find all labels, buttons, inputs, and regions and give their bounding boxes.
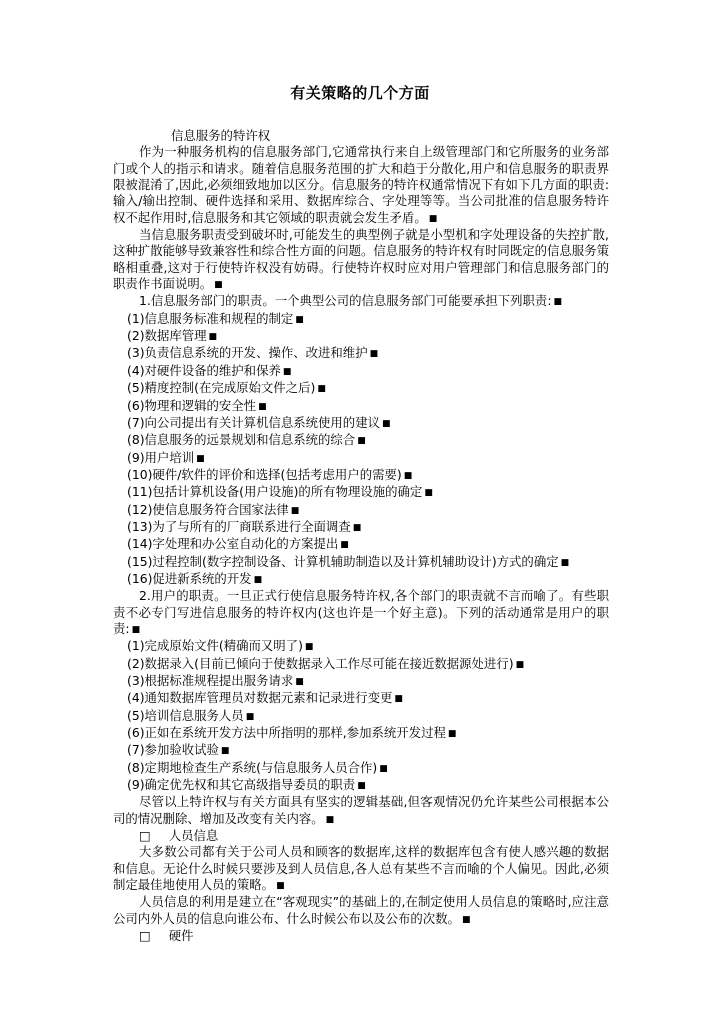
list-item — [113, 467, 609, 484]
boxed-heading-hardware-label: 硬件 — [168, 928, 194, 944]
list-item-text: (4)对硬件设备的维护和保养 — [127, 362, 281, 378]
list-item — [113, 760, 609, 777]
paragraph-personnel-2-text: 人员信息的利用是建立在“客观现实”的基础上的,在制定使用人员信息的策略时,应注意公司内外人员的信息向谁公布、什么时候公布以及公布的次数。 — [113, 894, 609, 926]
end-mark-icon: ■ — [424, 488, 433, 499]
paragraph-personnel-2 — [113, 894, 609, 928]
end-mark-icon: ■ — [428, 213, 438, 224]
list-item — [113, 554, 609, 571]
list-item — [113, 742, 609, 759]
list-item-text: (15)过程控制(数字控制设备、计算机辅助制造以及计算机辅助设计)方式的确定 — [127, 553, 559, 569]
list-item-text: (2)数据录入(目前已倾向于使数据录入工作尽可能在接近数据源处进行) — [127, 655, 514, 671]
end-mark-icon: ■ — [369, 349, 379, 360]
list-item-text: (5)精度控制(在完成原始文件之后) — [127, 380, 316, 396]
list-item-text: (9)确定优先权和其它高级指导委员的职责 — [127, 777, 356, 793]
document-body — [113, 128, 609, 945]
paragraph-2-text: 当信息服务职责受到破坏时,可能发生的典型例子就是小型机和字处理设备的失控扩散,这种扩散能够导致兼容性和综合性方面的问题。信息服务的特许权有时同既定的信息服务策略相重叠,这对于行使特许权没有妨碍。行使特许权时应对用户管理部门和信息服务部门的职责作书面说明。 — [113, 227, 609, 292]
paragraph-closing — [113, 794, 609, 828]
list-item — [113, 311, 609, 328]
end-mark-icon: ■ — [131, 624, 141, 635]
section-heading: 信息服务的特许权 — [171, 128, 271, 143]
list-item — [113, 502, 609, 519]
end-mark-icon: ■ — [352, 522, 362, 533]
end-mark-icon: ■ — [290, 505, 300, 516]
end-mark-icon: ■ — [357, 781, 366, 792]
list-item — [113, 673, 609, 690]
end-mark-icon: ■ — [515, 659, 525, 670]
end-mark-icon: ■ — [276, 881, 285, 892]
list-item — [113, 380, 609, 397]
list-item — [113, 519, 609, 536]
list-item-text: (8)定期地检查生产系统(与信息服务人员合作) — [127, 759, 378, 775]
list-item-text: (2)数据库管理 — [127, 328, 207, 344]
list-intro-is-duties-text: 1.信息服务部门的职责。一个典型公司的信息服务部门可能要承担下列职责: — [139, 293, 552, 309]
list-item — [113, 638, 609, 655]
list-item — [113, 484, 609, 501]
end-mark-icon: ■ — [214, 280, 223, 291]
end-mark-icon: ■ — [357, 436, 366, 447]
empty-box-icon: □ — [139, 928, 151, 944]
list-item — [113, 450, 609, 467]
list-item — [113, 725, 609, 742]
end-mark-icon: ■ — [340, 540, 349, 551]
list-item-text: (1)完成原始文件(精确而又明了) — [127, 638, 303, 654]
list-item-text: (3)负责信息系统的开发、操作、改进和维护 — [127, 345, 368, 361]
list-item — [113, 690, 609, 707]
boxed-heading-hardware — [113, 928, 609, 944]
list-item — [113, 777, 609, 794]
end-mark-icon: ■ — [208, 332, 218, 343]
list-item — [113, 363, 609, 380]
is-duties-list — [113, 311, 609, 589]
end-mark-icon: ■ — [258, 401, 267, 412]
list-item — [113, 432, 609, 449]
end-mark-icon: ■ — [253, 574, 263, 585]
list-item-text: (7)向公司提出有关计算机信息系统使用的建议 — [127, 414, 380, 430]
end-mark-icon: ■ — [447, 729, 457, 740]
list-item-text: (4)通知数据库管理员对数据元素和记录进行变更 — [127, 690, 393, 706]
list-item-text: (7)参加验收试验 — [127, 742, 219, 758]
list-item — [113, 328, 609, 345]
paragraph-personnel-1 — [113, 844, 609, 894]
end-mark-icon: ■ — [381, 418, 391, 429]
boxed-heading-personnel-label: 人员信息 — [168, 828, 219, 844]
paragraph-1-text: 作为一种服务机构的信息服务部门,它通常执行来自上级管理部门和它所服务的业务部门或个人的指示和请求。随着信息服务范围的扩大和趋于分散化,用户和信息服务的职责界限被混淆了,因此,必须细致地加以区分。信息服务的特许权通常情况下有如下几方面的职责:输入/输出控制、硬件选择和采用、数据库综合、字处理等等。当公司批准的信息服务特许权不起作用时,信息服务和其它领域的职责就会发生矛盾。 — [113, 144, 609, 225]
end-mark-icon: ■ — [245, 711, 255, 722]
end-mark-icon: ■ — [304, 642, 314, 653]
end-mark-icon: ■ — [553, 297, 563, 308]
empty-box-icon: □ — [139, 828, 151, 844]
end-mark-icon: ■ — [295, 677, 304, 687]
list-item — [113, 656, 609, 673]
page-title: 有关策略的几个方面 — [290, 84, 430, 102]
user-duties-list — [113, 638, 609, 794]
list-item-text: (8)信息服务的远景规划和信息系统的综合 — [127, 432, 356, 448]
list-item-text: (5)培训信息服务人员 — [127, 707, 244, 723]
list-item — [113, 571, 609, 588]
end-mark-icon: ■ — [379, 763, 388, 774]
boxed-heading-personnel — [113, 828, 609, 844]
list-item — [113, 415, 609, 432]
list-item — [113, 345, 609, 362]
list-item — [113, 398, 609, 415]
end-mark-icon: ■ — [196, 453, 205, 464]
list-item-text: (13)为了与所有的厂商联系进行全面调查 — [127, 518, 351, 534]
list-item-text: (16)促进新系统的开发 — [127, 570, 252, 586]
list-intro-is-duties — [113, 293, 609, 310]
paragraph-closing-text: 尽管以上特许权与有关方面具有坚实的逻辑基础,但客观情况仍允许某些公司根据本公司的情况删除、增加及改变有关内容。 — [113, 794, 609, 826]
end-mark-icon: ■ — [461, 914, 471, 925]
end-mark-icon: ■ — [394, 694, 403, 705]
list-item-text: (3)根据标准规程提出服务请求 — [127, 673, 294, 688]
paragraph-1 — [113, 144, 609, 227]
end-mark-icon: ■ — [325, 814, 335, 825]
paragraph-2 — [113, 227, 609, 293]
end-mark-icon: ■ — [403, 470, 413, 481]
list-item-text: (6)正如在系统开发方法中所指明的那样,参加系统开发过程 — [127, 725, 446, 741]
list-item-text: (11)包括计算机设备(用户设施)的所有物理设施的确定 — [127, 484, 423, 500]
list-intro-user-duties-text: 2.用户的职责。一旦正式行使信息服务特许权,各个部门的职责就不言而喻了。有些职责不必专门写进信息服务的特许权内(这也许是一个好主意)。下列的活动通常是用户的职责: — [113, 588, 609, 636]
list-item-text: (10)硬件/软件的评价和选择(包括考虑用户的需要) — [127, 466, 402, 482]
list-item-text: (6)物理和逻辑的安全性 — [127, 397, 257, 413]
list-item-text: (14)字处理和办公室自动化的方案提出 — [127, 536, 339, 552]
list-item-text: (1)信息服务标准和规程的制定 — [127, 310, 294, 326]
end-mark-icon: ■ — [282, 366, 292, 377]
list-item-text: (12)使信息服务符合国家法律 — [127, 501, 289, 517]
list-item — [113, 708, 609, 725]
end-mark-icon: ■ — [220, 746, 230, 757]
end-mark-icon: ■ — [295, 314, 304, 325]
list-intro-user-duties — [113, 588, 609, 638]
list-item — [113, 536, 609, 553]
end-mark-icon: ■ — [317, 384, 326, 395]
list-item-text: (9)用户培训 — [127, 449, 195, 465]
paragraph-personnel-1-text: 大多数公司都有关于公司人员和顾客的数据库,这样的数据库包含有使人感兴趣的数据和信息。无论什么时候只要涉及到人员信息,各人总有某些不言而喻的个人偏见。因此,必须制定最佳地使用人员的策略。 — [113, 844, 609, 893]
end-mark-icon: ■ — [560, 557, 570, 568]
